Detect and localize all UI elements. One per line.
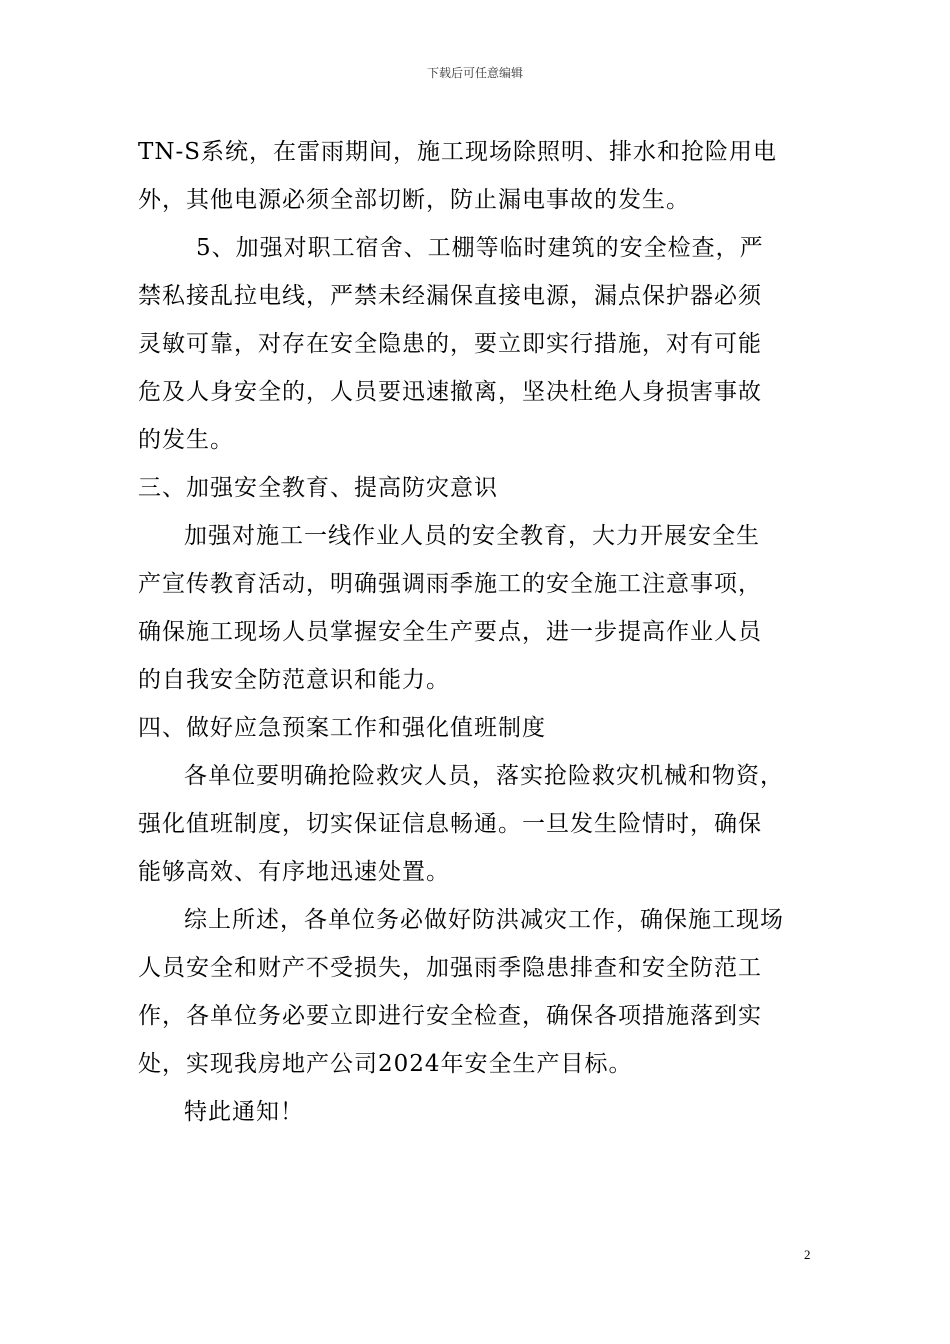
text-line: 外，其他电源必须全部切断，防止漏电事故的发生。 — [138, 187, 690, 213]
page-number: 2 — [804, 1247, 811, 1262]
text-line: 各单位要明确抢险救灾人员，落实抢险救灾机械和物资， — [184, 763, 784, 789]
text-line: 加强对施工一线作业人员的安全教育，大力开展安全生 — [184, 523, 760, 549]
text-line: 的发生。 — [138, 427, 234, 453]
text-line: 产宣传教育活动，明确强调雨季施工的安全施工注意事项， — [138, 571, 762, 597]
text-line: 强化值班制度，切实保证信息畅通。一旦发生险情时，确保 — [138, 811, 762, 837]
text-line: 人员安全和财产不受损失，加强雨季隐患排查和安全防范工 — [138, 955, 762, 981]
section-heading: 四、做好应急预案工作和强化值班制度 — [138, 715, 546, 741]
text-line: 危及人身安全的，人员要迅速撤离，坚决杜绝人身损害事故 — [138, 379, 762, 405]
section-heading: 三、加强安全教育、提高防灾意识 — [138, 475, 498, 501]
text-line: 特此通知！ — [184, 1099, 304, 1125]
text-line: 5、加强对职工宿舍、工棚等临时建筑的安全检查，严 — [196, 235, 764, 261]
text-line: 禁私接乱拉电线，严禁未经漏保直接电源，漏点保护器必须 — [138, 283, 762, 309]
text-line: 确保施工现场人员掌握安全生产要点，进一步提高作业人员 — [138, 619, 762, 645]
text-line: 灵敏可靠，对存在安全隐患的，要立即实行措施，对有可能 — [138, 331, 762, 357]
document-body — [138, 128, 808, 1136]
text-line: TN-S系统，在雷雨期间，施工现场除照明、排水和抢险用电 — [138, 139, 777, 165]
text-line: 综上所述，各单位务必做好防洪减灾工作，确保施工现场 — [184, 907, 784, 933]
text-line: 的自我安全防范意识和能力。 — [138, 667, 450, 693]
text-line: 能够高效、有序地迅速处置。 — [138, 859, 450, 885]
text-line: 处，实现我房地产公司2024年安全生产目标。 — [138, 1051, 633, 1077]
page-header: 下载后可任意编辑 — [426, 66, 523, 80]
text-line: 作，各单位务必要立即进行安全检查，确保各项措施落到实 — [138, 1003, 762, 1029]
